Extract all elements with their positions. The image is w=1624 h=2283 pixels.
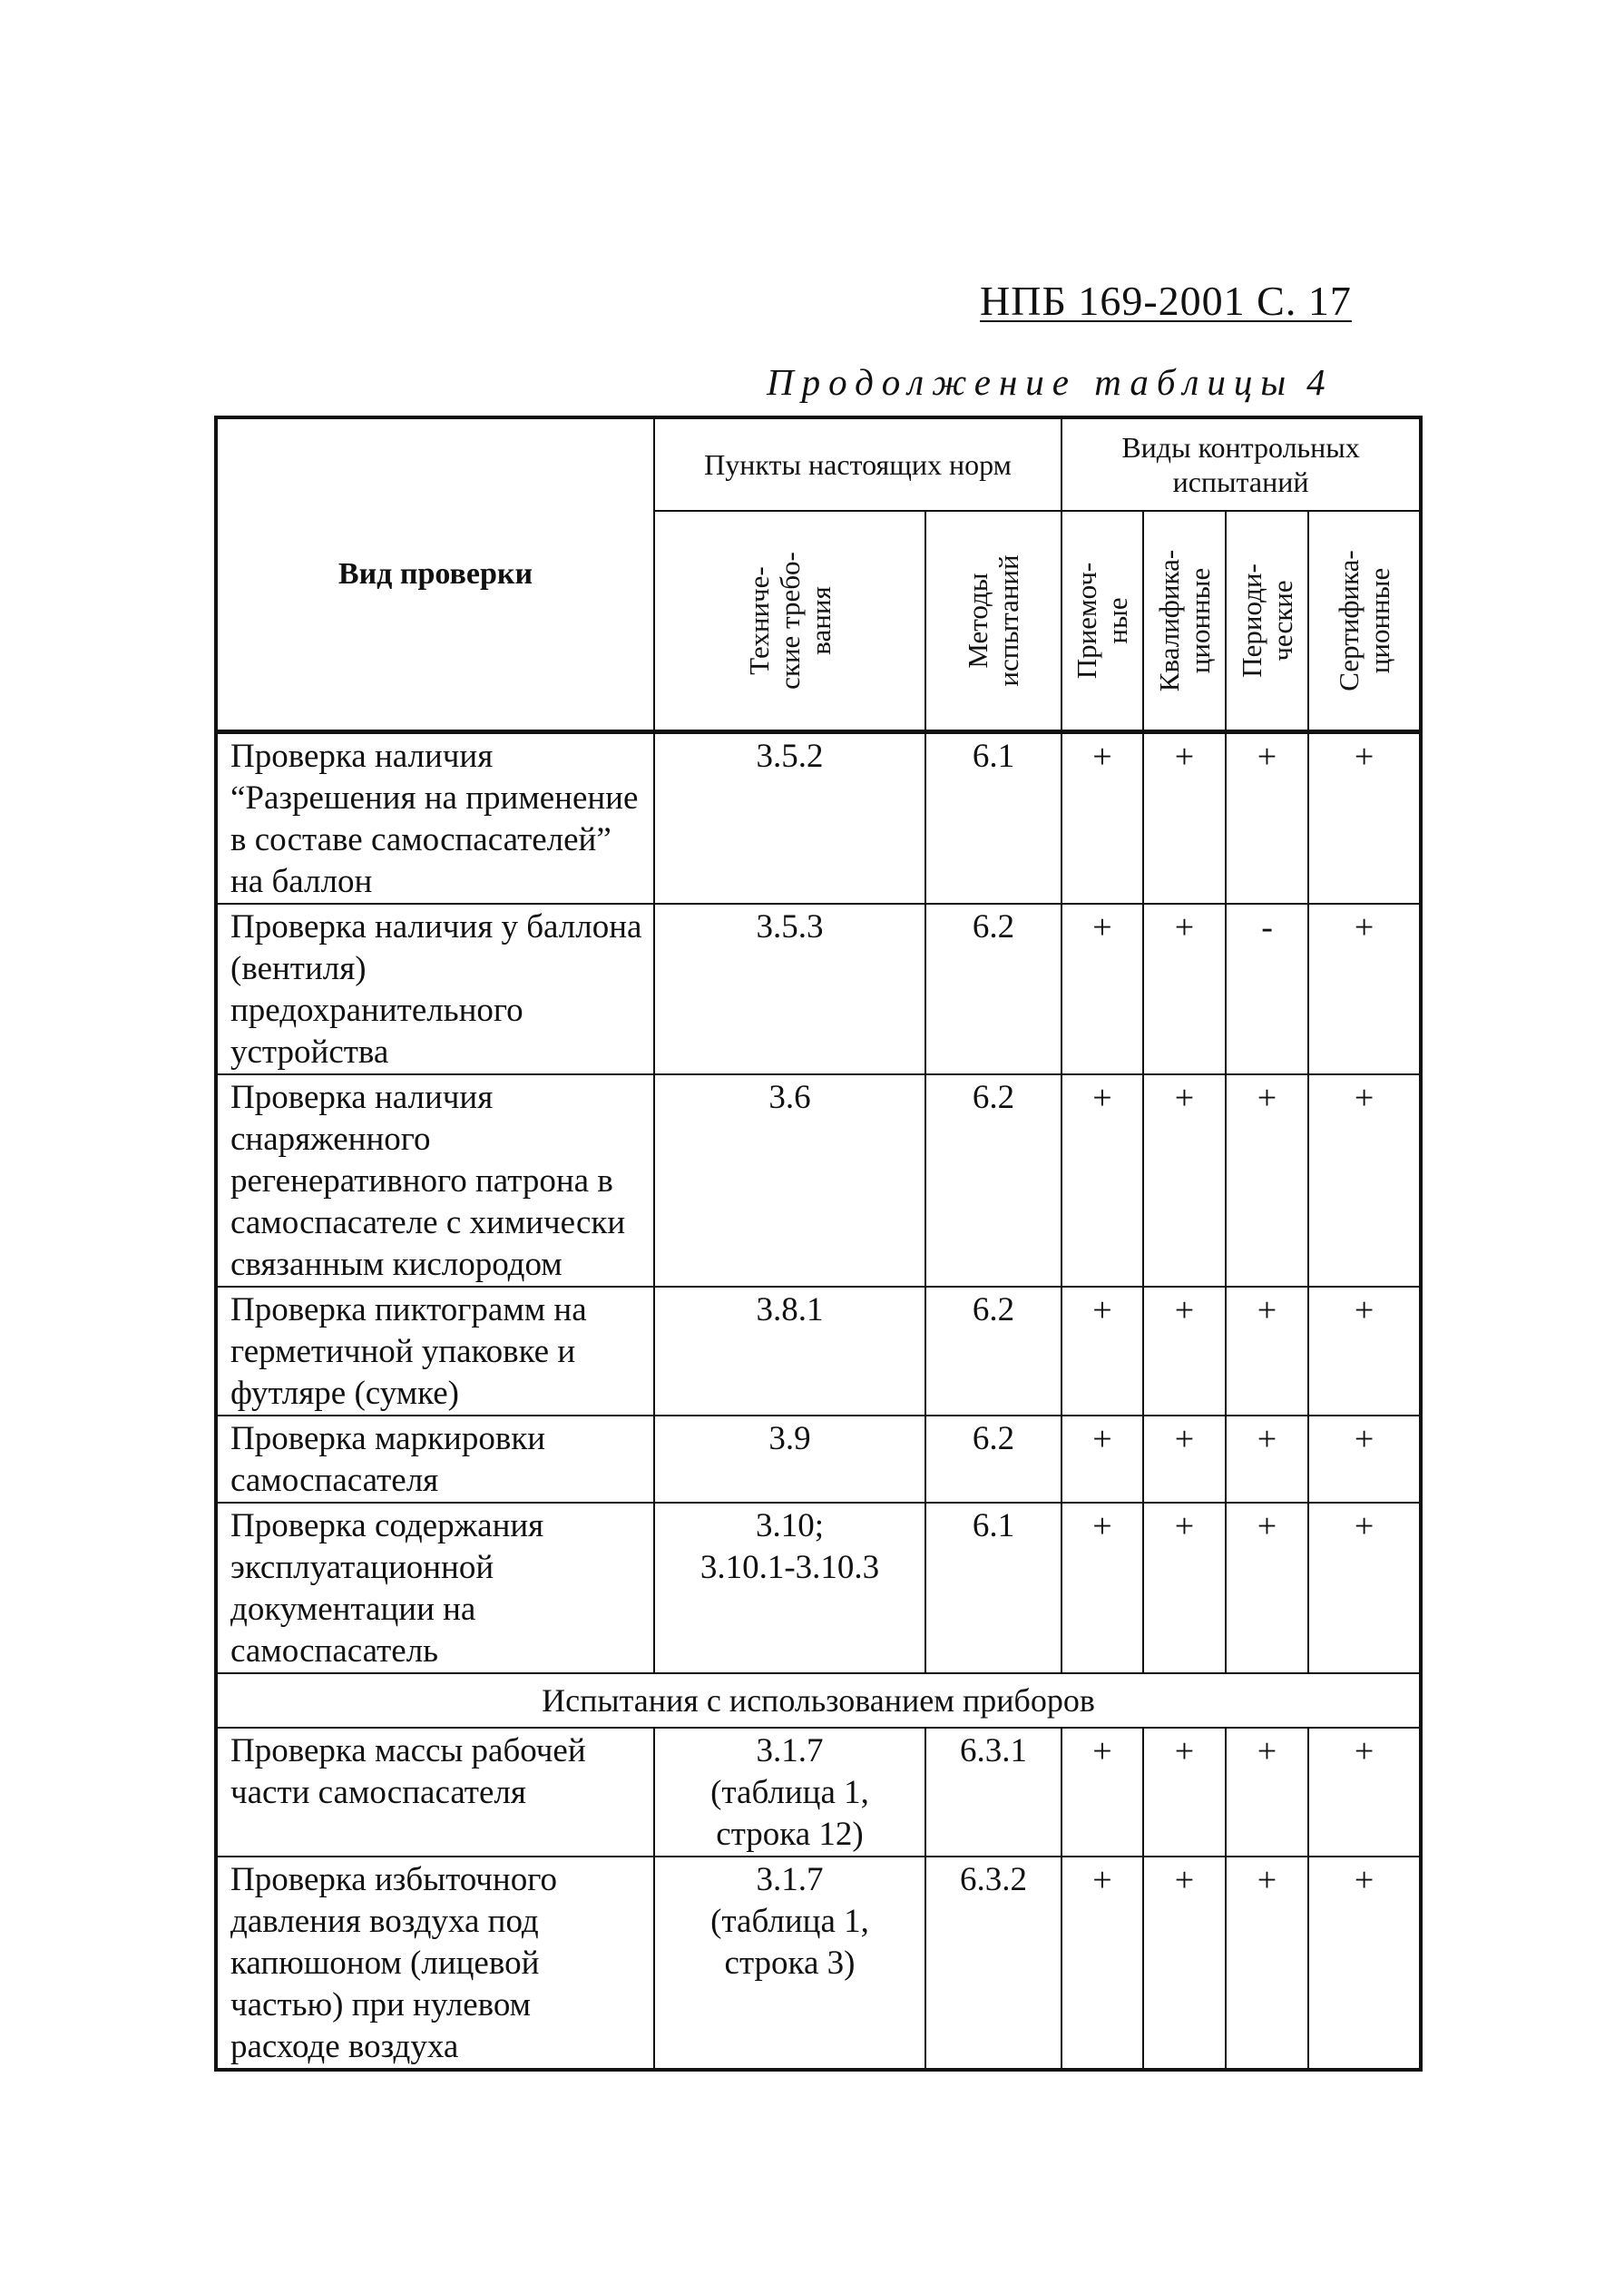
table-row [216,1287,1421,1416]
mark-qualification: + [1143,1287,1226,1416]
mark-certification: + [1308,1728,1421,1857]
table-row [216,1857,1421,2070]
test-method: 6.1 [925,732,1061,905]
table-row [216,1728,1421,1857]
mark-acceptance: + [1061,1728,1143,1857]
table-row [216,904,1421,1074]
mark-qualification: + [1143,1728,1226,1857]
header-qualification: Квалифика- ционные [1143,511,1226,732]
check-name: Проверка массы рабочей части самоспасателя [216,1728,654,1857]
mark-acceptance: + [1061,1287,1143,1416]
tech-requirement: 3.10; 3.10.1-3.10.3 [654,1503,925,1673]
mark-periodic: + [1226,1728,1308,1857]
mark-periodic: + [1226,1857,1308,2070]
test-method: 6.3.2 [925,1857,1061,2070]
test-method: 6.2 [925,1074,1061,1287]
mark-qualification: + [1143,1074,1226,1287]
mark-qualification: + [1143,732,1226,905]
mark-qualification: + [1143,904,1226,1074]
test-method: 6.2 [925,1287,1061,1416]
caption-text: Продолжение таблицы [767,361,1295,403]
mark-acceptance: + [1061,1503,1143,1673]
mark-certification: + [1308,1074,1421,1287]
header-test-methods: Методы испытаний [925,511,1061,732]
check-name: Проверка наличия у баллона (вентиля) предохранительного устройства [216,904,654,1074]
tech-requirement: 3.5.3 [654,904,925,1074]
header-check-type: Вид проверки [216,417,654,732]
test-method: 6.2 [925,904,1061,1074]
section-title: Испытания с использованием приборов [216,1673,1421,1728]
check-name: Проверка маркировки самоспасателя [216,1416,654,1503]
test-method: 6.2 [925,1416,1061,1503]
mark-periodic: + [1226,1074,1308,1287]
mark-certification: + [1308,732,1421,905]
header-technical-requirements: Техниче- ские требо- вания [654,511,925,732]
mark-qualification: + [1143,1857,1226,2070]
mark-qualification: + [1143,1416,1226,1503]
mark-acceptance: + [1061,904,1143,1074]
tech-requirement: 3.5.2 [654,732,925,905]
mark-certification: + [1308,1287,1421,1416]
section-row [216,1673,1421,1728]
mark-periodic: + [1226,1503,1308,1673]
table-row [216,732,1421,905]
table-row [216,1416,1421,1503]
check-name: Проверка избыточного давления воздуха под капюшоном (лицевой частью) при нулевом расходе воздуха [216,1857,654,2070]
mark-periodic: - [1226,904,1308,1074]
mark-qualification: + [1143,1503,1226,1673]
tech-requirement: 3.1.7 (таблица 1, строка 12) [654,1728,925,1857]
check-name: Проверка наличия “Разрешения на применение в составе самоспасателей” на баллон [216,732,654,905]
caption-number: 4 [1306,361,1326,403]
check-name: Проверка наличия снаряженного регенеративного патрона в самоспасателе с химически связанным кислородом [216,1074,654,1287]
mark-periodic: + [1226,1287,1308,1416]
test-method: 6.1 [925,1503,1061,1673]
check-name: Проверка содержания эксплуатационной документации на самоспасатель [216,1503,654,1673]
tech-requirement: 3.8.1 [654,1287,925,1416]
tech-requirement: 3.6 [654,1074,925,1287]
page-header: НПБ 169-2001 С. 17 [980,278,1352,324]
check-name: Проверка пиктограмм на герметичной упаковке и футляре (сумке) [216,1287,654,1416]
tech-requirement: 3.1.7 (таблица 1, строка 3) [654,1857,925,2070]
mark-certification: + [1308,1857,1421,2070]
table-row [216,1074,1421,1287]
table-4 [214,416,1423,2072]
mark-periodic: + [1226,732,1308,905]
mark-certification: + [1308,1416,1421,1503]
mark-acceptance: + [1061,1857,1143,2070]
mark-certification: + [1308,1503,1421,1673]
header-acceptance: Приемоч- ные [1061,511,1143,732]
mark-periodic: + [1226,1416,1308,1503]
header-certification: Сертифика- ционные [1308,511,1421,732]
mark-acceptance: + [1061,1416,1143,1503]
header-norm-points: Пункты настоящих норм [654,417,1061,511]
mark-certification: + [1308,904,1421,1074]
mark-acceptance: + [1061,732,1143,905]
tech-requirement: 3.9 [654,1416,925,1503]
table-caption [767,360,1326,404]
header-test-types: Виды контрольных испытаний [1061,417,1421,511]
test-method: 6.3.1 [925,1728,1061,1857]
table-row [216,1503,1421,1673]
header-periodic: Периоди- ческие [1226,511,1308,732]
mark-acceptance: + [1061,1074,1143,1287]
